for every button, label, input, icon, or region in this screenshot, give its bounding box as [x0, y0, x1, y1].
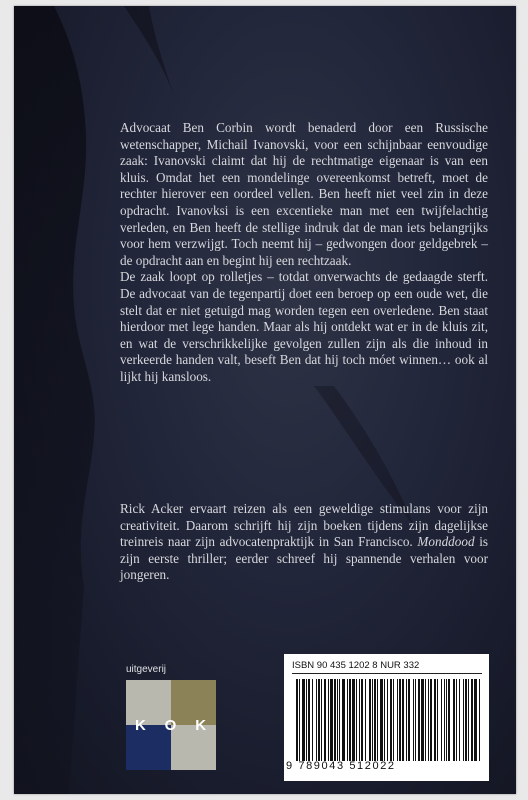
- kok-publisher-logo: [126, 680, 216, 770]
- barcode-bar: [330, 679, 333, 761]
- barcode-bar: [372, 679, 373, 761]
- barcode-bar: [446, 679, 447, 761]
- logo-letter-k2: K: [195, 716, 208, 734]
- barcode-bar: [444, 679, 445, 761]
- barcode-bar: [459, 679, 460, 761]
- barcode-bar: [359, 679, 360, 761]
- logo-letter-o: O: [164, 716, 178, 734]
- isbn-nur-line: ISBN 90 435 1202 8 NUR 332: [292, 660, 482, 674]
- barcode-bar: [471, 679, 473, 761]
- barcode-bar: [306, 679, 307, 761]
- barcode-bar: [316, 679, 317, 761]
- barcode-bar: [465, 679, 467, 761]
- barcode-bar: [374, 679, 376, 761]
- barcode-bar: [356, 679, 357, 761]
- barcode-bar: [365, 679, 366, 761]
- barcode-bar: [421, 679, 424, 761]
- barcode-bar: [324, 679, 326, 761]
- author-bio-paragraph: [120, 501, 488, 584]
- barcode-bar: [468, 679, 469, 761]
- barcode-bar: [318, 679, 320, 761]
- barcode-bar: [380, 679, 383, 761]
- barcode-bar: [296, 679, 298, 761]
- synopsis-text: [120, 120, 488, 386]
- author-bio: [120, 501, 488, 584]
- barcode-bar: [434, 679, 436, 761]
- barcode-bar: [299, 679, 300, 761]
- barcode-bar: [463, 679, 464, 761]
- book-title-italic: Monddood: [417, 534, 475, 550]
- barcode-bar: [441, 679, 442, 761]
- barcode-bar: [408, 679, 410, 761]
- barcode-bar: [430, 679, 432, 761]
- barcode-bar: [456, 679, 457, 761]
- barcode-bar: [418, 679, 420, 761]
- barcode-bar: [402, 679, 404, 761]
- barcode-bar: [397, 679, 398, 761]
- publisher-label: uitgeverij: [126, 664, 167, 675]
- barcode-bar: [399, 679, 401, 761]
- barcode-bar: [390, 679, 392, 761]
- barcode-bar: [413, 679, 414, 761]
- barcode-number: 9 789043 512022: [286, 760, 396, 772]
- barcode-bar: [347, 679, 348, 761]
- barcode-bar: [321, 679, 322, 761]
- barcode-bar: [479, 679, 480, 761]
- barcode-bar: [302, 679, 305, 761]
- bio-text-end: is zijn eerste thriller; eerder schreef hij spannende verhalen voor jongeren.: [120, 534, 489, 583]
- barcode-bar: [387, 679, 388, 761]
- barcode-bar: [428, 679, 429, 761]
- barcode-bar: [377, 679, 378, 761]
- barcode-bar: [406, 679, 407, 761]
- logo-letter-k1: K: [134, 716, 147, 734]
- barcode-bar: [342, 679, 345, 761]
- barcode-bar: [312, 679, 313, 761]
- barcode-bar: [361, 679, 363, 761]
- synopsis-paragraph-1: Advocaat Ben Corbin wordt benaderd door een Russische wetenschapper, Michail Ivanovski, voor een schijnbaar eenvoudige zaak: Ivanovski claimt dat hij de rechtmatige eigenaar is van een kluis. Omdat het een mondelinge overeenkomst betreft, moet de rechter hierover een oordeel vellen. Ben heeft niet veel zin in deze opdracht. Ivanovksi is een excentieke man met een twijfelachtig verleden, en Ben heeft de stellige indruk dat de man iets belangrijks voor hem verzwijgt. Toch neemt hij – gedwongen door geldgebrek – de opdracht aan en begint hij een rechtzaak.: [120, 120, 488, 268]
- barcode-bar: [328, 679, 329, 761]
- barcode-bar: [415, 679, 416, 761]
- barcode-bar: [339, 679, 340, 761]
- barcode-bar: [474, 679, 477, 761]
- barcode-bar: [448, 679, 450, 761]
- synopsis-paragraph-2: De zaak loopt op rolletjes – totdat onverwachts de gedaagde sterft. De advocaat van de tegenpartij doet een beroep op een oude wet, die stelt dat er niet getuigd mag worden tegen een overledene. Ben staat hierdoor met lege handen. Maar als hij ontdekt wat er in de kluis zit, en wat de verschrikkelijke gevolgen zullen zijn als die inhoud in verkeerde handen valt, beseft Ben dat hij toch móet winnen… ook al lijkt hij kansloos.: [120, 269, 488, 384]
- barcode-bar: [349, 679, 351, 761]
- barcode-bar: [334, 679, 336, 761]
- barcode-bar: [393, 679, 394, 761]
- isbn-barcode-box: [284, 654, 489, 781]
- barcode-bar: [453, 679, 455, 761]
- book-back-cover: [14, 6, 516, 794]
- barcode-bar: [308, 679, 310, 761]
- barcode-bar: [337, 679, 338, 761]
- barcode-bar: [384, 679, 385, 761]
- barcode-bar: [352, 679, 355, 761]
- logo-letters: [126, 715, 216, 735]
- bio-text-start: Rick Acker ervaart reizen als een geweldige stimulans voor zijn creativiteit. Daarom schrijft hij zijn boeken tijdens zijn dagelijkse treinreis naar zijn advocatenpraktijk in San Francisco.: [120, 501, 488, 550]
- barcode-bars: [296, 679, 480, 761]
- barcode-bar: [425, 679, 426, 761]
- barcode-bar: [437, 679, 438, 761]
- barcode-bar: [369, 679, 371, 761]
